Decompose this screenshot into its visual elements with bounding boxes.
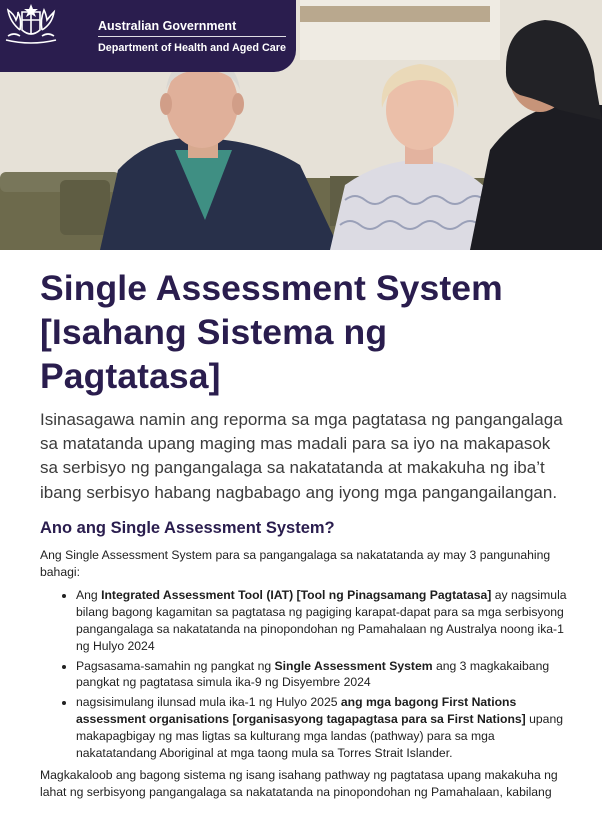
section-lead: Ang Single Assessment System para sa pangangalaga sa nakatatanda ay may 3 pangunahing bahagi:	[40, 547, 551, 579]
list-item-emphasis: ang mga bagong First Nations assessment organisations [organisasyong tagapagtasa para sa First Nations]	[76, 695, 526, 726]
component-list	[40, 587, 568, 761]
list-item-text: Ang	[76, 588, 102, 603]
section-heading: Ano ang Single Assessment System?	[40, 518, 335, 537]
government-banner	[0, 0, 296, 72]
intro-paragraph: Isinasagawa namin ang reporma sa mga pagtatasa ng pangangalaga sa matatanda upang maging mas madali para sa iyo na makapasok sa serbisyo ng pangangalaga sa nakatatanda at makakuha ng iba’t ibang serbisyo habang nagbabago ang iyong mga pangangailangan.	[40, 410, 563, 502]
page-title: Single Assessment System [Isahang Sistema ng Pagtatasa]	[40, 268, 503, 396]
coat-of-arms-icon	[0, 0, 62, 48]
list-item-emphasis: Single Assessment System	[274, 658, 433, 673]
list-item-text: Pagsasama-samahin ng pangkat ng	[76, 658, 275, 673]
department-name: Department of Health and Aged Care	[98, 42, 286, 54]
list-item	[76, 658, 568, 692]
list-item	[76, 587, 568, 654]
document-body	[40, 266, 568, 801]
list-item-text: upang makapagbigay ng mas ligtas sa kulturang mga landas (pathway) para sa mga nakatatandang Aboriginal at mga taong mula sa Torres Strait Islander.	[76, 711, 564, 760]
list-item-emphasis: Integrated Assessment Tool (IAT) [Tool ng Pinagsamang Pagtatasa]	[101, 588, 492, 603]
list-item-text: ang 3 magkakaibang pangkat ng pagtatasa simula ika-9 ng Disyembre 2024	[76, 658, 550, 690]
banner-divider	[98, 36, 286, 37]
list-item-text: ay nagsimula bilang bagong kagamitan sa pagtatasa ng pagiging karapat-dapat para sa mga serbisyong pangangalaga sa nakatatanda na pinopondohan ng Pamahalaan ng Australya noong ika-1 ng Hulyo 2024	[76, 588, 567, 653]
hero-photo	[0, 0, 602, 250]
government-name: Australian Government	[98, 19, 237, 33]
list-item	[76, 694, 568, 761]
closing-paragraph: Magkakaloob ang bagong sistema ng isang isahang pathway ng pagtatasa upang makakuha ng lahat ng serbisyong pangangalaga sa nakatatanda na pinopondohan ng Pamahalaan, kabilang	[40, 768, 558, 800]
list-item-text: nagsisimulang ilunsad mula ika-1 ng Hulyo 2025	[76, 695, 341, 710]
